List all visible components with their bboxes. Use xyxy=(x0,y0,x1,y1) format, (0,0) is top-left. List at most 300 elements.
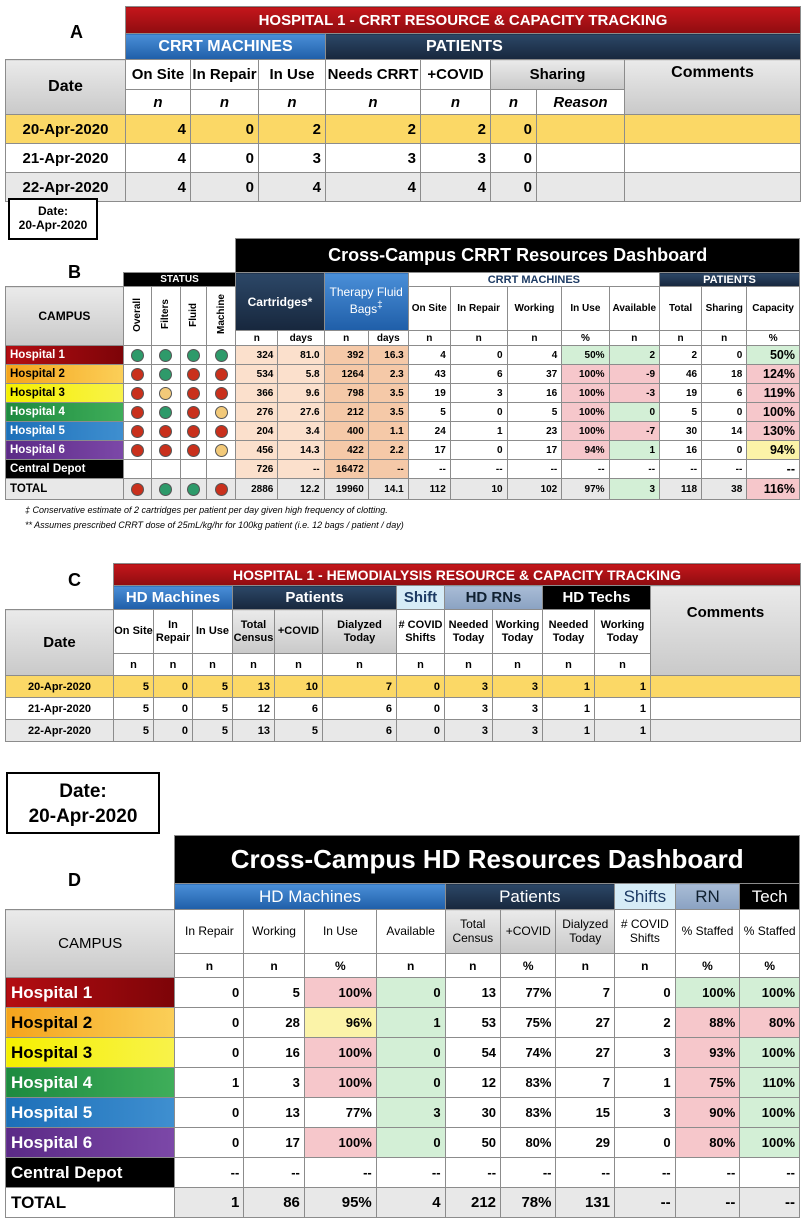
cell: 95% xyxy=(304,1188,376,1218)
cartridges-header: Cartridges* xyxy=(236,273,324,331)
table-row xyxy=(6,403,800,422)
cell: 4 xyxy=(326,173,421,202)
unit: % xyxy=(304,954,376,978)
status-cell xyxy=(180,346,206,365)
cell: 2.3 xyxy=(368,365,408,384)
cell: 392 xyxy=(324,346,368,365)
date-box-c xyxy=(6,772,160,834)
cell: 0 xyxy=(450,346,507,365)
cell: 0 xyxy=(175,1128,244,1158)
cell: -- xyxy=(615,1158,676,1188)
col-total-census: Total Census xyxy=(233,610,275,654)
cell: -- xyxy=(615,1188,676,1218)
reason-cell[interactable] xyxy=(537,144,625,173)
status-dot-icon xyxy=(187,368,200,381)
cell: 1.1 xyxy=(368,422,408,441)
cell: 16 xyxy=(660,441,702,460)
cell: 100% xyxy=(304,978,376,1008)
cell: 4 xyxy=(126,115,191,144)
cell: 93% xyxy=(675,1038,740,1068)
cell: 5.8 xyxy=(278,365,324,384)
cell: 0 xyxy=(397,698,445,720)
unit: n xyxy=(556,954,615,978)
campus-name: Hospital 2 xyxy=(6,1008,175,1038)
cell: 0 xyxy=(702,441,747,460)
panel-a-title: HOSPITAL 1 - CRRT RESOURCE & CAPACITY TRACKING xyxy=(126,7,801,34)
cell: 16 xyxy=(507,384,562,403)
cell: -- xyxy=(702,460,747,479)
cell: 74% xyxy=(501,1038,556,1068)
cell: 6 xyxy=(275,698,323,720)
table-row xyxy=(6,441,800,460)
cell: 27 xyxy=(556,1008,615,1038)
panel-b-table xyxy=(5,238,800,500)
cell: 17 xyxy=(408,441,450,460)
unit: n xyxy=(236,331,278,346)
unit: n xyxy=(244,954,305,978)
col-covid-shifts: # COVID Shifts xyxy=(397,610,445,654)
col-in-use: In Use xyxy=(562,287,609,331)
panel-b-title: Cross-Campus CRRT Resources Dashboard xyxy=(236,239,800,273)
cell: 422 xyxy=(324,441,368,460)
col-tech-needed: Needed Today xyxy=(543,610,595,654)
cell: 116% xyxy=(747,479,800,500)
panel-c-label: C xyxy=(68,570,81,590)
cell: 1 xyxy=(175,1188,244,1218)
status-cell xyxy=(152,365,180,384)
cell: -- xyxy=(747,460,800,479)
row-date: 21-Apr-2020 xyxy=(6,698,114,720)
cell: 30 xyxy=(445,1098,500,1128)
cell: 0 xyxy=(154,720,193,742)
cell: 83% xyxy=(501,1068,556,1098)
cell: 3 xyxy=(493,676,543,698)
cell: 50% xyxy=(747,346,800,365)
status-cell xyxy=(152,479,180,500)
comment-cell[interactable] xyxy=(625,115,801,144)
status-dot-icon xyxy=(159,406,172,419)
table-row xyxy=(6,698,801,720)
reason-cell[interactable] xyxy=(537,115,625,144)
cell: 53 xyxy=(445,1008,500,1038)
status-cell xyxy=(206,346,235,365)
patients-group: Patients xyxy=(233,586,397,610)
col-capacity: Capacity xyxy=(747,287,800,331)
col-covid: +COVID xyxy=(501,910,556,954)
therapy-fluid-label: Therapy Fluid Bags xyxy=(329,285,403,316)
cell: 4 xyxy=(408,346,450,365)
col-working: Working xyxy=(244,910,305,954)
cell: 3 xyxy=(493,720,543,742)
cell: 100% xyxy=(740,978,800,1008)
status-dot-icon xyxy=(159,387,172,400)
col-rn-needed: Needed Today xyxy=(445,610,493,654)
cell: 0 xyxy=(191,173,259,202)
cell: 212 xyxy=(445,1188,500,1218)
cell: 77% xyxy=(304,1098,376,1128)
unit: n xyxy=(660,331,702,346)
cell: -9 xyxy=(609,365,659,384)
table-row xyxy=(6,144,801,173)
col-sharing: Sharing xyxy=(491,60,625,90)
unit: % xyxy=(747,331,800,346)
cell: -- xyxy=(304,1158,376,1188)
status-cell xyxy=(206,384,235,403)
campus-name: Hospital 3 xyxy=(6,384,124,403)
panel-a-label: A xyxy=(70,22,83,42)
cell: 12 xyxy=(233,698,275,720)
cell: -- xyxy=(675,1158,740,1188)
cell: 46 xyxy=(660,365,702,384)
unit: n xyxy=(397,654,445,676)
crrt-machines-header: CRRT MACHINES xyxy=(408,273,659,287)
unit: n xyxy=(175,954,244,978)
cell: 100% xyxy=(304,1038,376,1068)
status-cell xyxy=(123,346,151,365)
cell: 2.2 xyxy=(368,441,408,460)
row-date: 20-Apr-2020 xyxy=(6,676,114,698)
status-cell xyxy=(180,365,206,384)
cell: 3 xyxy=(244,1068,305,1098)
cell: 0 xyxy=(397,720,445,742)
row-date: 22-Apr-2020 xyxy=(6,720,114,742)
unit: n xyxy=(154,654,193,676)
status-cell xyxy=(206,441,235,460)
status-cell xyxy=(152,441,180,460)
status-dot-icon xyxy=(215,349,228,362)
cell: 29 xyxy=(556,1128,615,1158)
status-dot-icon xyxy=(187,349,200,362)
cell: 13 xyxy=(233,676,275,698)
unit: n xyxy=(421,90,491,115)
comments-header: Comments xyxy=(625,60,801,115)
cell: -- xyxy=(501,1158,556,1188)
status-dot-icon xyxy=(215,483,228,496)
cell: 3 xyxy=(493,698,543,720)
cell: 100% xyxy=(304,1128,376,1158)
cell: 78% xyxy=(501,1188,556,1218)
cell: 100% xyxy=(304,1068,376,1098)
cell: 1 xyxy=(175,1068,244,1098)
status-cell xyxy=(206,422,235,441)
col-in-use: In Use xyxy=(193,610,233,654)
cell: 0 xyxy=(376,1038,445,1068)
cell: 276 xyxy=(236,403,278,422)
status-dot-icon xyxy=(131,368,144,381)
status-cell xyxy=(152,403,180,422)
cell: 5 xyxy=(193,698,233,720)
cell: 13 xyxy=(244,1098,305,1128)
date-value: 20-Apr-2020 xyxy=(18,218,88,232)
cell: 50 xyxy=(445,1128,500,1158)
cell: 0 xyxy=(702,346,747,365)
status-fluid: Fluid xyxy=(187,302,199,327)
cell: 5 xyxy=(408,403,450,422)
col-on-site: On Site xyxy=(126,60,191,90)
footnote-2: ** Assumes prescribed CRRT dose of 25mL/kg/hr for 100kg patient (i.e. 12 bags / patient / day) xyxy=(25,520,404,530)
cell: 131 xyxy=(556,1188,615,1218)
unit: n xyxy=(445,954,500,978)
cell: 6 xyxy=(323,720,397,742)
cell: 16.3 xyxy=(368,346,408,365)
panel-c-table xyxy=(5,563,800,742)
comment-cell[interactable] xyxy=(625,144,801,173)
table-row xyxy=(6,365,800,384)
cell: 16 xyxy=(244,1038,305,1068)
cell: 10 xyxy=(275,676,323,698)
cell: -- xyxy=(740,1188,800,1218)
panel-d-table xyxy=(5,835,800,1218)
cell: 1 xyxy=(543,698,595,720)
therapy-fluid-mark: ‡ xyxy=(377,300,383,311)
panel-a-table xyxy=(5,6,800,202)
cell: 119% xyxy=(747,384,800,403)
status-dot-icon xyxy=(159,425,172,438)
row-date: 21-Apr-2020 xyxy=(6,144,126,173)
col-rn-staffed: % Staffed xyxy=(675,910,740,954)
unit: n xyxy=(702,331,747,346)
cell: 400 xyxy=(324,422,368,441)
unit: n xyxy=(493,654,543,676)
col-on-site: On Site xyxy=(408,287,450,331)
status-cell xyxy=(152,460,180,479)
cell: 4 xyxy=(507,346,562,365)
table-row xyxy=(6,1038,800,1068)
unit: n xyxy=(191,90,259,115)
cell: 27 xyxy=(556,1038,615,1068)
unit: n xyxy=(507,331,562,346)
cell: -3 xyxy=(609,384,659,403)
cell: 75% xyxy=(675,1068,740,1098)
row-date: 20-Apr-2020 xyxy=(6,115,126,144)
cell: 726 xyxy=(236,460,278,479)
cell: 0 xyxy=(702,403,747,422)
cell: 9.6 xyxy=(278,384,324,403)
status-cell xyxy=(152,346,180,365)
cell: 43 xyxy=(408,365,450,384)
hd-rns-group: HD RNs xyxy=(445,586,543,610)
cell: 18 xyxy=(702,365,747,384)
unit: n xyxy=(376,954,445,978)
status-cell xyxy=(152,422,180,441)
cell: 14 xyxy=(702,422,747,441)
unit: % xyxy=(740,954,800,978)
comment-cell[interactable] xyxy=(651,720,801,742)
table-row xyxy=(6,1008,800,1038)
cell: 1 xyxy=(595,676,651,698)
comments-header: Comments xyxy=(651,586,801,676)
cell: 7 xyxy=(323,676,397,698)
cell: 17 xyxy=(244,1128,305,1158)
panel-d-title: Cross-Campus HD Resources Dashboard xyxy=(175,836,800,884)
cell: 3 xyxy=(445,698,493,720)
status-dot-icon xyxy=(159,444,172,457)
status-cell xyxy=(123,441,151,460)
cell: 97% xyxy=(562,479,609,500)
cell: 0 xyxy=(450,441,507,460)
hd-machines-group: HD Machines xyxy=(175,884,445,910)
status-cell xyxy=(180,441,206,460)
status-dot-icon xyxy=(215,425,228,438)
status-dot-icon xyxy=(187,406,200,419)
patients-group: Patients xyxy=(445,884,614,910)
cell: 2 xyxy=(421,115,491,144)
cell: 204 xyxy=(236,422,278,441)
cell: 0 xyxy=(491,115,537,144)
col-covid: +COVID xyxy=(421,60,491,90)
total-row xyxy=(6,1188,800,1218)
cell: 4 xyxy=(259,173,326,202)
patients-group: PATIENTS xyxy=(326,34,801,60)
unit: n xyxy=(491,90,537,115)
cell: -- xyxy=(450,460,507,479)
col-on-site: On Site xyxy=(114,610,154,654)
unit-reason: Reason xyxy=(537,90,625,115)
cell: 7 xyxy=(556,1068,615,1098)
cell: 14.1 xyxy=(368,479,408,500)
campus-name: Hospital 5 xyxy=(6,1098,175,1128)
status-cell xyxy=(152,384,180,403)
cell: 94% xyxy=(562,441,609,460)
crrt-machines-group: CRRT MACHINES xyxy=(126,34,326,60)
campus-name: Hospital 6 xyxy=(6,1128,175,1158)
table-row xyxy=(6,1128,800,1158)
panel-c-title: HOSPITAL 1 - HEMODIALYSIS RESOURCE & CAPACITY TRACKING xyxy=(114,564,801,586)
cell: 3 xyxy=(445,720,493,742)
status-dot-icon xyxy=(187,425,200,438)
cell: 3 xyxy=(450,384,507,403)
status-overall: Overall xyxy=(131,297,143,332)
table-row xyxy=(6,460,800,479)
cell: 83% xyxy=(501,1098,556,1128)
comment-cell[interactable] xyxy=(625,173,801,202)
cell: 5 xyxy=(507,403,562,422)
cell: 1 xyxy=(595,698,651,720)
status-dot-icon xyxy=(187,387,200,400)
table-row xyxy=(6,346,800,365)
unit: n xyxy=(126,90,191,115)
cell: -- xyxy=(278,460,324,479)
cell: 4 xyxy=(126,173,191,202)
comment-cell[interactable] xyxy=(651,698,801,720)
col-in-repair: In Repair xyxy=(175,910,244,954)
table-row xyxy=(6,1098,800,1128)
status-dot-icon xyxy=(131,444,144,457)
date-label: Date: xyxy=(37,204,68,218)
cell: 0 xyxy=(175,1038,244,1068)
cell: 50% xyxy=(562,346,609,365)
col-dialyzed-today: Dialyzed Today xyxy=(323,610,397,654)
cell: 12.2 xyxy=(278,479,324,500)
cell: 13 xyxy=(445,978,500,1008)
table-row xyxy=(6,173,801,202)
col-sharing: Sharing xyxy=(702,287,747,331)
cell: 0 xyxy=(397,676,445,698)
status-dot-icon xyxy=(159,483,172,496)
col-available: Available xyxy=(609,287,659,331)
cell: 0 xyxy=(191,115,259,144)
cell: 0 xyxy=(154,698,193,720)
status-cell xyxy=(123,460,151,479)
shifts-group: Shifts xyxy=(615,884,676,910)
cell: 124% xyxy=(747,365,800,384)
unit: % xyxy=(562,331,609,346)
cell: 130% xyxy=(747,422,800,441)
patients-header: PATIENTS xyxy=(660,273,800,287)
cell: 90% xyxy=(675,1098,740,1128)
table-row xyxy=(6,978,800,1008)
cell: 3.5 xyxy=(368,403,408,422)
table-row xyxy=(6,422,800,441)
hd-machines-group: HD Machines xyxy=(114,586,233,610)
cell: 6 xyxy=(323,698,397,720)
cell: 3 xyxy=(326,144,421,173)
unit: n xyxy=(450,331,507,346)
cell: 38 xyxy=(702,479,747,500)
status-cell xyxy=(180,479,206,500)
cell: 1 xyxy=(450,422,507,441)
status-cell xyxy=(123,479,151,500)
cell: -- xyxy=(740,1158,800,1188)
status-cell xyxy=(206,460,235,479)
status-dot-icon xyxy=(131,349,144,362)
unit: n xyxy=(543,654,595,676)
campus-name: Hospital 3 xyxy=(6,1038,175,1068)
cell: 102 xyxy=(507,479,562,500)
cell: -- xyxy=(507,460,562,479)
cell: 2 xyxy=(660,346,702,365)
col-in-repair: In Repair xyxy=(154,610,193,654)
date-value: 20-Apr-2020 xyxy=(28,806,138,827)
col-in-repair: In Repair xyxy=(191,60,259,90)
cell: 5 xyxy=(275,720,323,742)
unit: n xyxy=(615,954,676,978)
panel-d-label: D xyxy=(68,870,81,890)
status-dot-icon xyxy=(187,483,200,496)
cell: 75% xyxy=(501,1008,556,1038)
status-filters: Filters xyxy=(160,299,172,330)
table-row xyxy=(6,676,801,698)
comment-cell[interactable] xyxy=(651,676,801,698)
date-label: Date: xyxy=(59,781,107,802)
cell: 100% xyxy=(675,978,740,1008)
cell: 1 xyxy=(543,676,595,698)
cell: 5 xyxy=(114,676,154,698)
status-cell xyxy=(180,403,206,422)
rn-group: RN xyxy=(675,884,740,910)
cell: 3.5 xyxy=(368,384,408,403)
cell: 19960 xyxy=(324,479,368,500)
campus-name: Central Depot xyxy=(6,1158,175,1188)
cell: 3 xyxy=(445,676,493,698)
campus-name: TOTAL xyxy=(6,479,124,500)
unit: n xyxy=(193,654,233,676)
reason-cell[interactable] xyxy=(537,173,625,202)
unit: % xyxy=(675,954,740,978)
unit: % xyxy=(501,954,556,978)
cell: 3 xyxy=(609,479,659,500)
campus-name: Central Depot xyxy=(6,460,124,479)
cell: 0 xyxy=(175,978,244,1008)
cell: 17 xyxy=(507,441,562,460)
cell: 80% xyxy=(675,1128,740,1158)
cell: 37 xyxy=(507,365,562,384)
status-dot-icon xyxy=(159,349,172,362)
cell: 1 xyxy=(543,720,595,742)
table-row xyxy=(6,720,801,742)
status-cell xyxy=(206,365,235,384)
cell: 324 xyxy=(236,346,278,365)
